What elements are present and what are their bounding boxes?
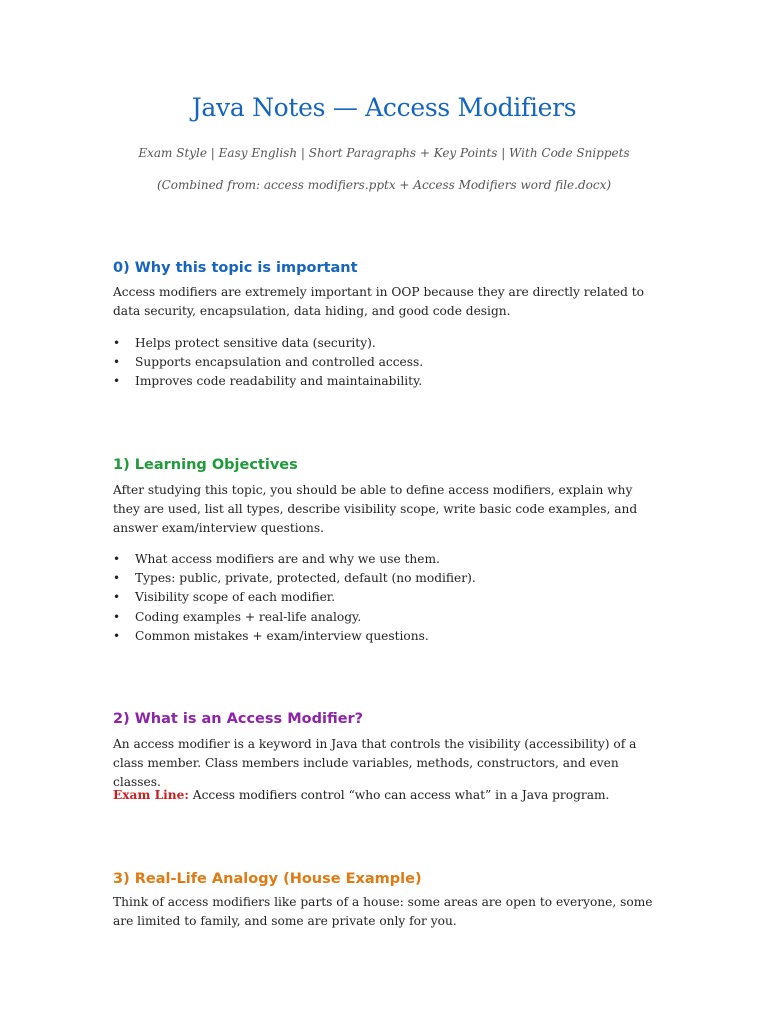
bullet-icon: • bbox=[113, 552, 121, 566]
bullet-list-importance bbox=[113, 334, 423, 392]
bullet-icon: • bbox=[113, 590, 121, 605]
section-heading-definition: 2) What is an Access Modifier? bbox=[113, 711, 364, 727]
exam-line bbox=[113, 786, 658, 805]
document-source-note: (Combined from: access modifiers.pptx + Access Modifiers word file.docx) bbox=[156, 178, 612, 192]
list-item: • What access modifiers are and why we use them. bbox=[113, 550, 476, 569]
section-heading-analogy: 3) Real-Life Analogy (House Example) bbox=[113, 871, 422, 887]
section-paragraph-objectives: After studying this topic, you should be able to define access modifiers, explain why they are used, list all types, describe visibility scope, write basic code examples, and answer exam/interview questions. bbox=[113, 483, 638, 535]
list-item: • Types: public, private, protected, default (no modifier). bbox=[113, 569, 476, 588]
bullet-icon: • bbox=[113, 571, 121, 586]
section-paragraph-definition: An access modifier is a keyword in Java that controls the visibility (accessibility) of a class member. Class members include variables, methods, constructors, and even classes. bbox=[113, 737, 637, 789]
exam-line-text: Access modifiers control “who can access what” in a Java program. bbox=[188, 788, 610, 802]
document-title: Java Notes — Access Modifiers bbox=[191, 93, 577, 122]
list-item: • Visibility scope of each modifier. bbox=[113, 588, 476, 607]
section-paragraph-importance: Access modifiers are extremely important in OOP because they are directly related to data security, encapsulation, data hiding, and good code design. bbox=[113, 285, 644, 318]
bullet-icon: • bbox=[113, 336, 121, 350]
list-item: • Coding examples + real-life analogy. bbox=[113, 608, 476, 627]
section-paragraph-analogy: Think of access modifiers like parts of a house: some areas are open to everyone, some are limited to family, and some are private only for you. bbox=[113, 895, 653, 928]
list-item: • Improves code readability and maintainability. bbox=[113, 372, 423, 391]
exam-line-label: Exam Line: bbox=[113, 788, 189, 802]
bullet-icon: • bbox=[113, 609, 121, 624]
bullet-icon: • bbox=[113, 355, 121, 370]
bullet-icon: • bbox=[113, 628, 121, 643]
bullet-list-objectives bbox=[113, 550, 476, 646]
bullet-icon: • bbox=[113, 374, 121, 389]
list-item: • Supports encapsulation and controlled access. bbox=[113, 353, 423, 372]
document-subtitle: Exam Style | Easy English | Short Paragraphs + Key Points | With Code Snippets bbox=[138, 146, 630, 160]
list-item: • Helps protect sensitive data (security). bbox=[113, 334, 423, 353]
section-heading-importance: 0) Why this topic is important bbox=[113, 260, 358, 276]
list-item: • Common mistakes + exam/interview questions. bbox=[113, 627, 476, 646]
section-heading-objectives: 1) Learning Objectives bbox=[113, 457, 298, 473]
